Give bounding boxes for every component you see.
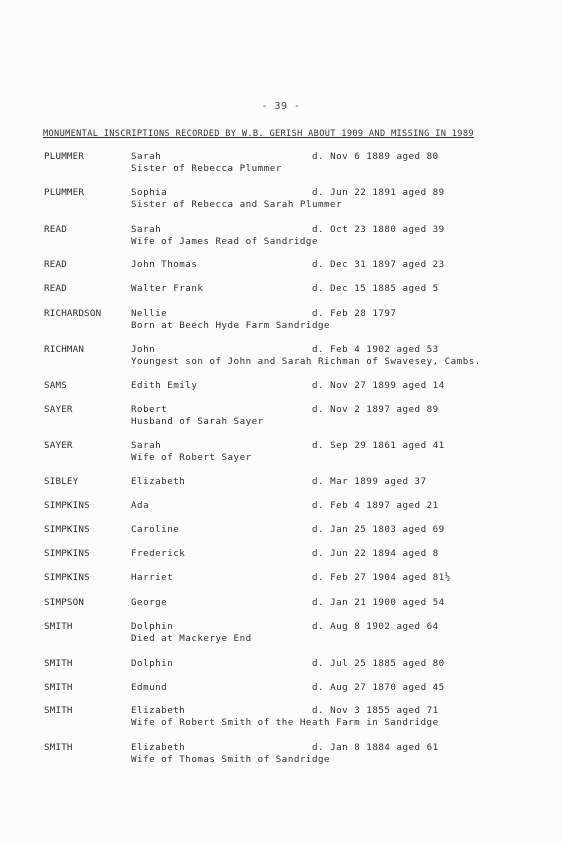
given-name: Elizabeth bbox=[131, 705, 186, 716]
given-name: John bbox=[131, 344, 156, 355]
surname: SMITH bbox=[44, 705, 73, 716]
given-name: Edmund bbox=[131, 682, 168, 693]
surname: RICHMAN bbox=[44, 344, 85, 355]
inscription-note: Wife of Robert Smith of the Heath Farm in Sandridge bbox=[131, 717, 439, 728]
death-record: d. Oct 23 1880 aged 39 bbox=[312, 224, 445, 235]
inscription-note: Youngest son of John and Sarah Richman of Swavesey, Cambs. bbox=[131, 356, 481, 367]
death-record: d. Feb 4 1897 aged 21 bbox=[312, 500, 439, 511]
given-name: Dolphin bbox=[131, 621, 174, 632]
death-record: d. Nov 2 1897 aged 89 bbox=[312, 404, 439, 415]
surname: SMITH bbox=[44, 658, 73, 669]
given-name: Nellie bbox=[131, 308, 168, 319]
inscription-note: Husband of Sarah Sayer bbox=[131, 416, 264, 427]
given-name: Edith Emily bbox=[131, 380, 198, 391]
death-record: d. Nov 3 1855 aged 71 bbox=[312, 705, 439, 716]
inscription-note: Wife of James Read of Sandridge bbox=[131, 236, 318, 247]
page-heading: MONUMENTAL INSCRIPTIONS RECORDED BY W.B. GERISH ABOUT 1909 AND MISSING IN 1989 bbox=[43, 129, 474, 139]
surname: READ bbox=[44, 259, 67, 270]
inscription-note: Died at Mackerye End bbox=[131, 633, 252, 644]
surname: SAYER bbox=[44, 404, 73, 415]
death-record: d. Nov 27 1899 aged 14 bbox=[312, 380, 445, 391]
surname: SMITH bbox=[44, 682, 73, 693]
surname: READ bbox=[44, 283, 67, 294]
given-name: John Thomas bbox=[131, 259, 198, 270]
inscription-note: Sister of Rebecca Plummer bbox=[131, 163, 282, 174]
death-record: d. Aug 27 1870 aged 45 bbox=[312, 682, 445, 693]
death-record: d. Jan 25 1803 aged 69 bbox=[312, 524, 445, 535]
surname: SIBLEY bbox=[44, 476, 79, 487]
given-name: Sarah bbox=[131, 224, 162, 235]
death-record: d. Jun 22 1891 aged 89 bbox=[312, 187, 445, 198]
death-record: d. Mar 1899 aged 37 bbox=[312, 476, 427, 487]
inscription-note: Sister of Rebecca and Sarah Plummer bbox=[131, 199, 343, 210]
given-name: Sarah bbox=[131, 151, 162, 162]
given-name: Elizabeth bbox=[131, 476, 186, 487]
death-record: d. Jan 21 1900 aged 54 bbox=[312, 597, 445, 608]
death-record: d. Sep 29 1861 aged 41 bbox=[312, 440, 445, 451]
given-name: Walter Frank bbox=[131, 283, 204, 294]
given-name: Robert bbox=[131, 404, 168, 415]
surname: SIMPKINS bbox=[44, 524, 90, 535]
surname: SIMPSON bbox=[44, 597, 85, 608]
given-name: Caroline bbox=[131, 524, 180, 535]
inscription-note: Wife of Thomas Smith of Sandridge bbox=[131, 754, 331, 765]
given-name: Dolphin bbox=[131, 658, 174, 669]
surname: SIMPKINS bbox=[44, 500, 90, 511]
surname: SIMPKINS bbox=[44, 548, 90, 559]
death-record: d. Jan 8 1884 aged 61 bbox=[312, 742, 439, 753]
surname: PLUMMER bbox=[44, 187, 85, 198]
death-record: d. Feb 28 1797 bbox=[312, 308, 397, 319]
surname: RICHARDSON bbox=[44, 308, 102, 319]
inscription-note: Born at Beech Hyde Farm Sandridge bbox=[131, 320, 331, 331]
given-name: George bbox=[131, 597, 168, 608]
surname: READ bbox=[44, 224, 67, 235]
surname: SMITH bbox=[44, 742, 73, 753]
death-record: d. Nov 6 1889 aged 80 bbox=[312, 151, 439, 162]
death-record: d. Dec 31 1897 aged 23 bbox=[312, 259, 445, 270]
inscription-note: Wife of Robert Sayer bbox=[131, 452, 252, 463]
page-number: - 39 - bbox=[261, 101, 301, 112]
death-record: d. Jul 25 1885 aged 80 bbox=[312, 658, 445, 669]
given-name: Elizabeth bbox=[131, 742, 186, 753]
given-name: Harriet bbox=[131, 572, 174, 583]
death-record: d. Feb 4 1902 aged 53 bbox=[312, 344, 439, 355]
surname: SIMPKINS bbox=[44, 572, 90, 583]
surname: SMITH bbox=[44, 621, 73, 632]
death-record: d. Aug 8 1902 aged 64 bbox=[312, 621, 439, 632]
given-name: Sarah bbox=[131, 440, 162, 451]
death-record: d. Jun 22 1894 aged 8 bbox=[312, 548, 439, 559]
surname: SAYER bbox=[44, 440, 73, 451]
given-name: Frederick bbox=[131, 548, 186, 559]
given-name: Ada bbox=[131, 500, 150, 511]
death-record: d. Dec 15 1885 aged 5 bbox=[312, 283, 439, 294]
death-record: d. Feb 27 1904 aged 81½ bbox=[312, 572, 451, 583]
given-name: Sophia bbox=[131, 187, 168, 198]
surname: PLUMMER bbox=[44, 151, 85, 162]
surname: SAMS bbox=[44, 380, 67, 391]
